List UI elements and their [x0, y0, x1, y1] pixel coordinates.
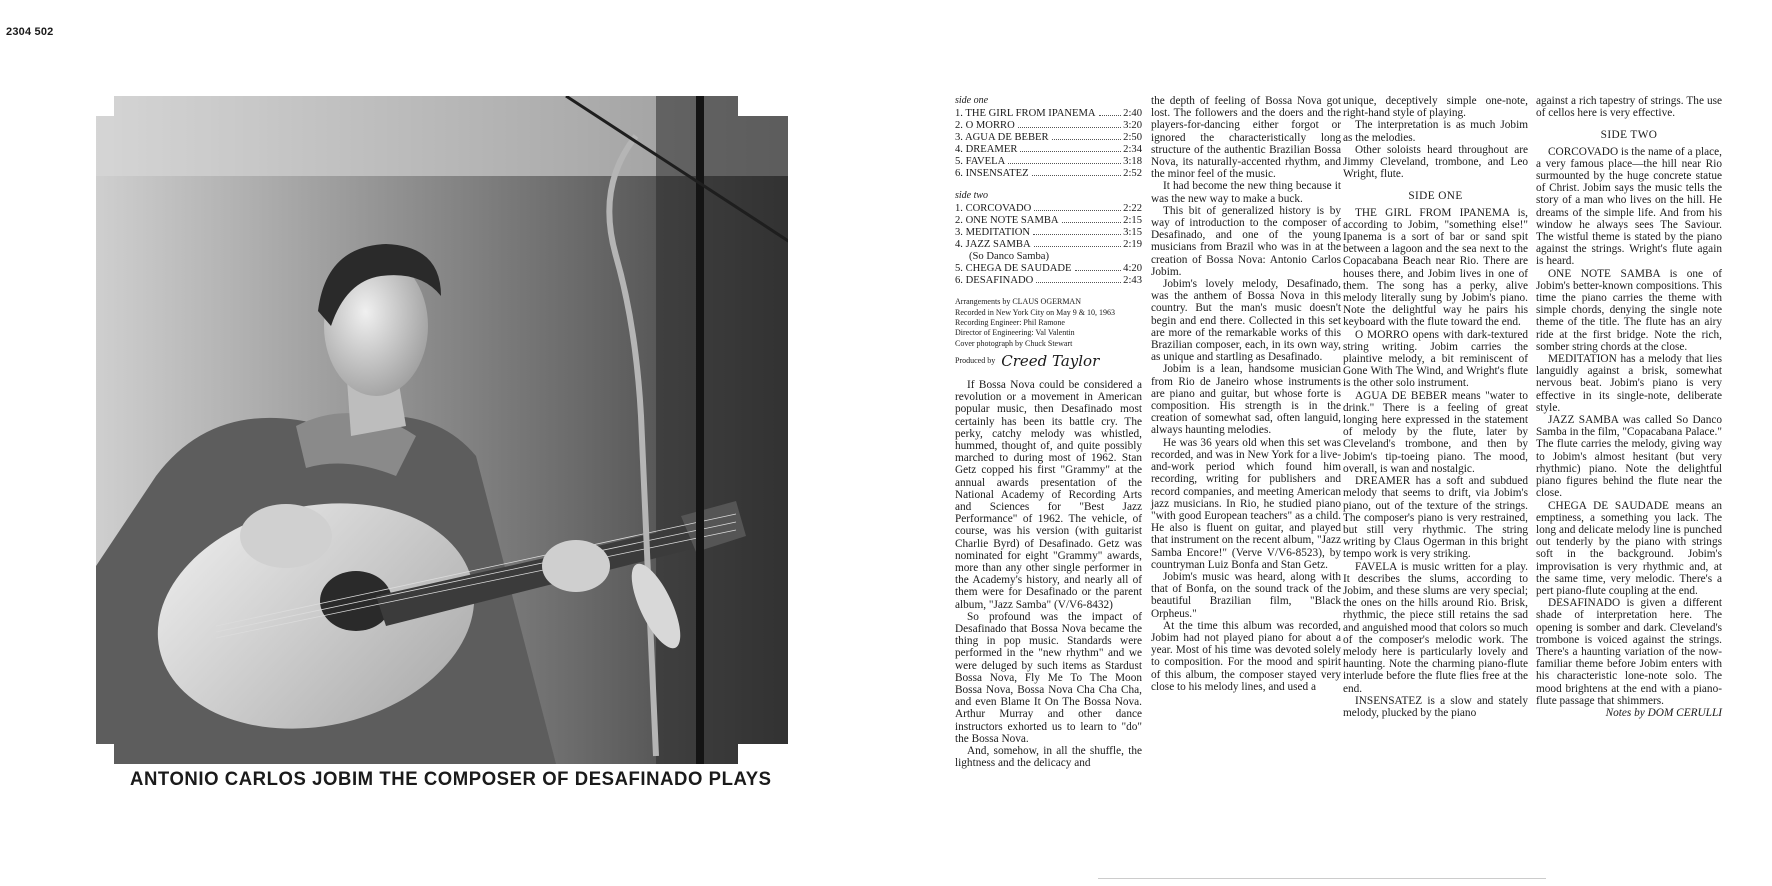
- notes-paragraph: O MORRO opens with dark-textured string writing. Jobim carries the plaintive melody, a bit reminiscent of Gone With The Wind, and Wright's flute is the other solo instrument.: [1343, 328, 1528, 390]
- track-title: 5. FAVELA: [955, 156, 1006, 168]
- track-time: 2:52: [1123, 168, 1142, 180]
- notes-paragraph: CORCOVADO is the name of a place, a very famous place—the hill near Rio surmounted by the huge concrete statue of Christ. Jobim says the music tells the story of a man who lives on the hill. He dreams of the simple life. And from his window he always sees The Saviour. The wistful theme is stated by the piano against the strings. Wright's flute again is heard.: [1536, 145, 1722, 268]
- track-time: 2:15: [1123, 215, 1142, 227]
- track-row: [955, 144, 1142, 156]
- track-title: 4. JAZZ SAMBA: [955, 239, 1031, 251]
- cover-photo: [96, 96, 788, 764]
- track-title: 3. MEDITATION: [955, 227, 1031, 239]
- track-row: [955, 203, 1142, 215]
- notes-paragraph: So profound was the impact of Desafinado that Bossa Nova became the thing in pop music. Standards were performed in the "new rhythm" and we were deluged by such items as Stardust Bossa Nova, Fly Me To The Moon Bossa Nova, Bossa Nova Cha Cha Cha, and even Blame It On The Bossa Nova. Arthur Murray and other dance instructors exhorted us to learn to "do" the Bossa Nova.: [955, 610, 1142, 745]
- track-title: 2. ONE NOTE SAMBA: [955, 215, 1059, 227]
- guitarist-photo-image: [96, 96, 788, 764]
- notes-paragraph: against a rich tapestry of strings. The use of cellos here is very effective.: [1536, 95, 1722, 120]
- credit-director: Director of Engineering: Val Valentin: [955, 328, 1075, 338]
- notes-paragraph: Other soloists heard throughout are Jimmy Cleveland, trombone, and Leo Wright, flute.: [1343, 143, 1528, 181]
- track-title: 5. CHEGA DE SAUDADE: [955, 263, 1072, 275]
- credit-producer: [955, 349, 1142, 373]
- track-time: 3:18: [1123, 156, 1142, 168]
- credits: [955, 297, 1142, 372]
- track-title: 6. DESAFINADO: [955, 275, 1034, 287]
- side-one-label: side one: [955, 95, 989, 106]
- notes-paragraph: INSENSATEZ is a slow and stately melody, plucked by the piano: [1343, 694, 1528, 719]
- track-title: 1. THE GIRL FROM IPANEMA: [955, 108, 1096, 120]
- track-time: 2:19: [1123, 239, 1142, 251]
- track-row: [955, 227, 1142, 239]
- notes-paragraph: MEDITATION has a melody that lies languidly against a brisk, somewhat nervous beat. Jobim's piano is very effective in its single-note, deliberate style.: [1536, 353, 1722, 414]
- notes-paragraph: He was 36 years old when this set was recorded, and was in New York for a live-and-work period which found him recording, writing for publishers and record companies, and meeting American jazz musicians. In Rio, he studied piano "with good European teachers" as a child. He also is fluent on guitar, and played that instrument on the recent album, "Jazz Samba Encore!" (Verve V/V6-8523), by countryman Luiz Bonfa and Stan Getz.: [1151, 436, 1342, 571]
- notes-paragraph: THE GIRL FROM IPANEMA is, according to Jobim, "something else!" Ipanema is a sort of bar or sand spit between a lagoon and the sea next to the Copacabana Beach near Rio. There are houses there, and Jobim lives in one of them. The song has a perky, alive melody literally sung by Jobim's piano. Note the delightful way he pairs his keyboard with the flute toward the end.: [1343, 206, 1528, 329]
- notes-paragraph: The interpretation is as much Jobim as the melodies.: [1343, 119, 1528, 144]
- credit-cover-photo: Cover photograph by Chuck Stewart: [955, 338, 1073, 348]
- notes-paragraph: ONE NOTE SAMBA is one of Jobim's better-known compositions. This time the piano carries the theme with simple chords, denying the single note theme of the title. The flute has an airy ride at the first bridge. Note the rich, somber string chords at the close.: [1536, 267, 1722, 353]
- track-row: [955, 156, 1142, 168]
- notes-paragraph: At the time this album was recorded, Jobim had not played piano for about a year. Most of his time was devoted solely to composition. For the mood and spirit of this album, the composer stayed very close to his melody lines, and used a: [1151, 619, 1341, 693]
- track-row: [955, 108, 1142, 120]
- track-row: [955, 120, 1142, 132]
- notes-paragraph: JAZZ SAMBA was called So Danco Samba in the film, "Copacabana Palace." The flute carries the melody, giving way to Jobim's almost hesitant (but very rhythmic) piano. Note the delightful piano figures behind the flute near the close.: [1536, 414, 1722, 500]
- notes-column-3: [1343, 95, 1528, 719]
- notes-paragraph: This bit of generalized history is by way of introduction to the composer of Desafinado, and one of the young musicians from Brazil who was in at the creation of Bossa Nova: Antonio Carlos Jobim.: [1151, 204, 1341, 278]
- track-row: [955, 275, 1142, 287]
- notes-paragraph: AGUA DE BEBER means "water to drink." There is a feeling of great longing here expressed in the statement of melody by the flute, later by Cleveland's trombone, and then by Jobim's tip-toeing piano. The mood, overall, is wan and nostalgic.: [1343, 389, 1528, 475]
- notes-signoff: Notes by DOM CERULLI: [1605, 706, 1722, 719]
- credit-engineer: Recording Engineer: Phil Ramone: [955, 318, 1065, 327]
- track-time: 2:40: [1123, 108, 1142, 120]
- track-time: 2:34: [1123, 144, 1142, 156]
- notes-paragraph: It had become the new thing because it was the new way to make a buck.: [1151, 180, 1341, 205]
- catalog-number: 2304 502: [6, 26, 54, 38]
- track-time: 4:20: [1123, 263, 1142, 275]
- notes-column-4: [1536, 95, 1722, 719]
- track-subtitle: (So Danco Samba): [969, 251, 1050, 263]
- credit-recorded: Recorded in New York City on May 9 & 10, 1963: [955, 307, 1115, 317]
- producer-signature: Creed Taylor: [1001, 351, 1100, 370]
- notes-paragraph: And, somehow, in all the shuffle, the lightness and the delicacy and: [955, 744, 1142, 770]
- track-row: [955, 132, 1142, 144]
- side-one-heading: SIDE ONE: [1408, 190, 1463, 203]
- track-title: 1. CORCOVADO: [955, 203, 1032, 215]
- track-time: 2:43: [1123, 275, 1142, 287]
- notes-paragraph: If Bossa Nova could be considered a revolution or a movement in American popular music, then Desafinado most certainly has been its battle cry. The perky, catchy melody was whistled, hummed, thought of, and quite possibly marched to during most of 1962. Stan Getz copped his first "Grammy" at the annual awards presentation of the National Academy of Recording Arts and Sciences for "Best Jazz Performance" of 1962. The vehicle, of course, was his version (with guitarist Charlie Byrd) of Desafinado. Getz was nominated for eight "Grammy" awards, more than any other single performer in the Academy's history, and nearly all of them were for Desafinado or the parent album, "Jazz Samba" (V/V6-8432): [955, 378, 1142, 611]
- side-one-tracklist: [955, 108, 1142, 180]
- notes-paragraph: CHEGA DE SAUDADE means an emptiness, a something you lack. The long and delicate melody line is punched out tenderly by the piano with strings soft in the background. Jobim's improvisation is very rhythmic and, at the same time, very melodic. There's a pert piano-flute coupling at the end.: [1536, 499, 1722, 597]
- notes-paragraph: FAVELA is music written for a play. It describes the slums, according to Jobim, and these slums are very special; the ones on the hills around Rio. Brisk, rhythmic, the piece still retains the sad and anguished mood that colors so much of the composer's melodic work. The melody here is particularly lovely and haunting. Note the charming piano-flute interlude before the flute flies free at the end.: [1343, 560, 1528, 695]
- notes-paragraph: Jobim's music was heard, along with that of Bonfa, on the sound track of the beautiful Brazilian film, "Black Orpheus.": [1151, 570, 1341, 620]
- notes-column-2: [1151, 95, 1341, 693]
- notes-paragraph: DREAMER has a soft and subdued melody that seems to drift, via Jobim's piano, out of the texture of the strings. The composer's piano is very restrained, but still very rhythmic. The string writing by Claus Ogerman in this bright tempo work is very striking.: [1343, 475, 1528, 561]
- produced-by-label: Produced by: [955, 355, 996, 365]
- track-title: 4. DREAMER: [955, 144, 1018, 156]
- track-time: 3:15: [1123, 227, 1142, 239]
- track-title: 3. AGUA DE BEBER: [955, 132, 1049, 144]
- notes-paragraph: Jobim is a lean, handsome musician from Rio de Janeiro whose instruments are piano and guitar, but whose forte is composition. His strength is in the creation of somewhat sad, often languid, always haunting melodies.: [1151, 363, 1341, 437]
- track-title: 2. O MORRO: [955, 120, 1015, 132]
- notes-paragraph: unique, deceptively simple one-note, right-hand style of playing.: [1343, 95, 1528, 120]
- track-time: 2:50: [1123, 132, 1142, 144]
- notes-paragraph: Jobim's lovely melody, Desafinado, was the anthem of Bossa Nova in this country. But the man's music doesn't begin and end there. Collected in this set are more of the remarkable works of this Brazilian composer, each, in its own way, as unique and startling as Desafinado.: [1151, 278, 1341, 364]
- track-title: 6. INSENSATEZ: [955, 168, 1029, 180]
- notes-column-1: [955, 95, 1142, 769]
- notes-paragraph: the depth of feeling of Bossa Nova got lost. The followers and the doers and the players-for-dancing either forgot or ignored the characteristically long structure of the authentic Brazilian Bossa Nova, its naturally-accented rhythm, and the minor feel of the music.: [1151, 95, 1341, 181]
- track-row: [955, 239, 1142, 251]
- credit-arrangements: Arrangements by CLAUS OGERMAN: [955, 297, 1081, 307]
- side-two-heading: SIDE TWO: [1600, 129, 1658, 142]
- side-two-tracklist: [955, 203, 1142, 287]
- bottom-rule: [1098, 878, 1546, 879]
- track-row: [955, 168, 1142, 180]
- side-two-label: side two: [955, 190, 989, 202]
- track-time: 3:20: [1123, 120, 1142, 132]
- notes-paragraph: DESAFINADO is given a different shade of interpretation here. The opening is somber and dark. Cleveland's trombone is voiced against the strings. There's a haunting variation of the now-familiar theme before Jobim enters with his characteristic lone-note solo. The mood brightens at the end with a piano-flute passage that shimmers.: [1536, 597, 1722, 707]
- track-row: [955, 215, 1142, 227]
- album-title: ANTONIO CARLOS JOBIM THE COMPOSER OF DESAFINADO PLAYS: [130, 768, 772, 790]
- track-row: [955, 263, 1142, 275]
- track-time: 2:22: [1123, 203, 1142, 215]
